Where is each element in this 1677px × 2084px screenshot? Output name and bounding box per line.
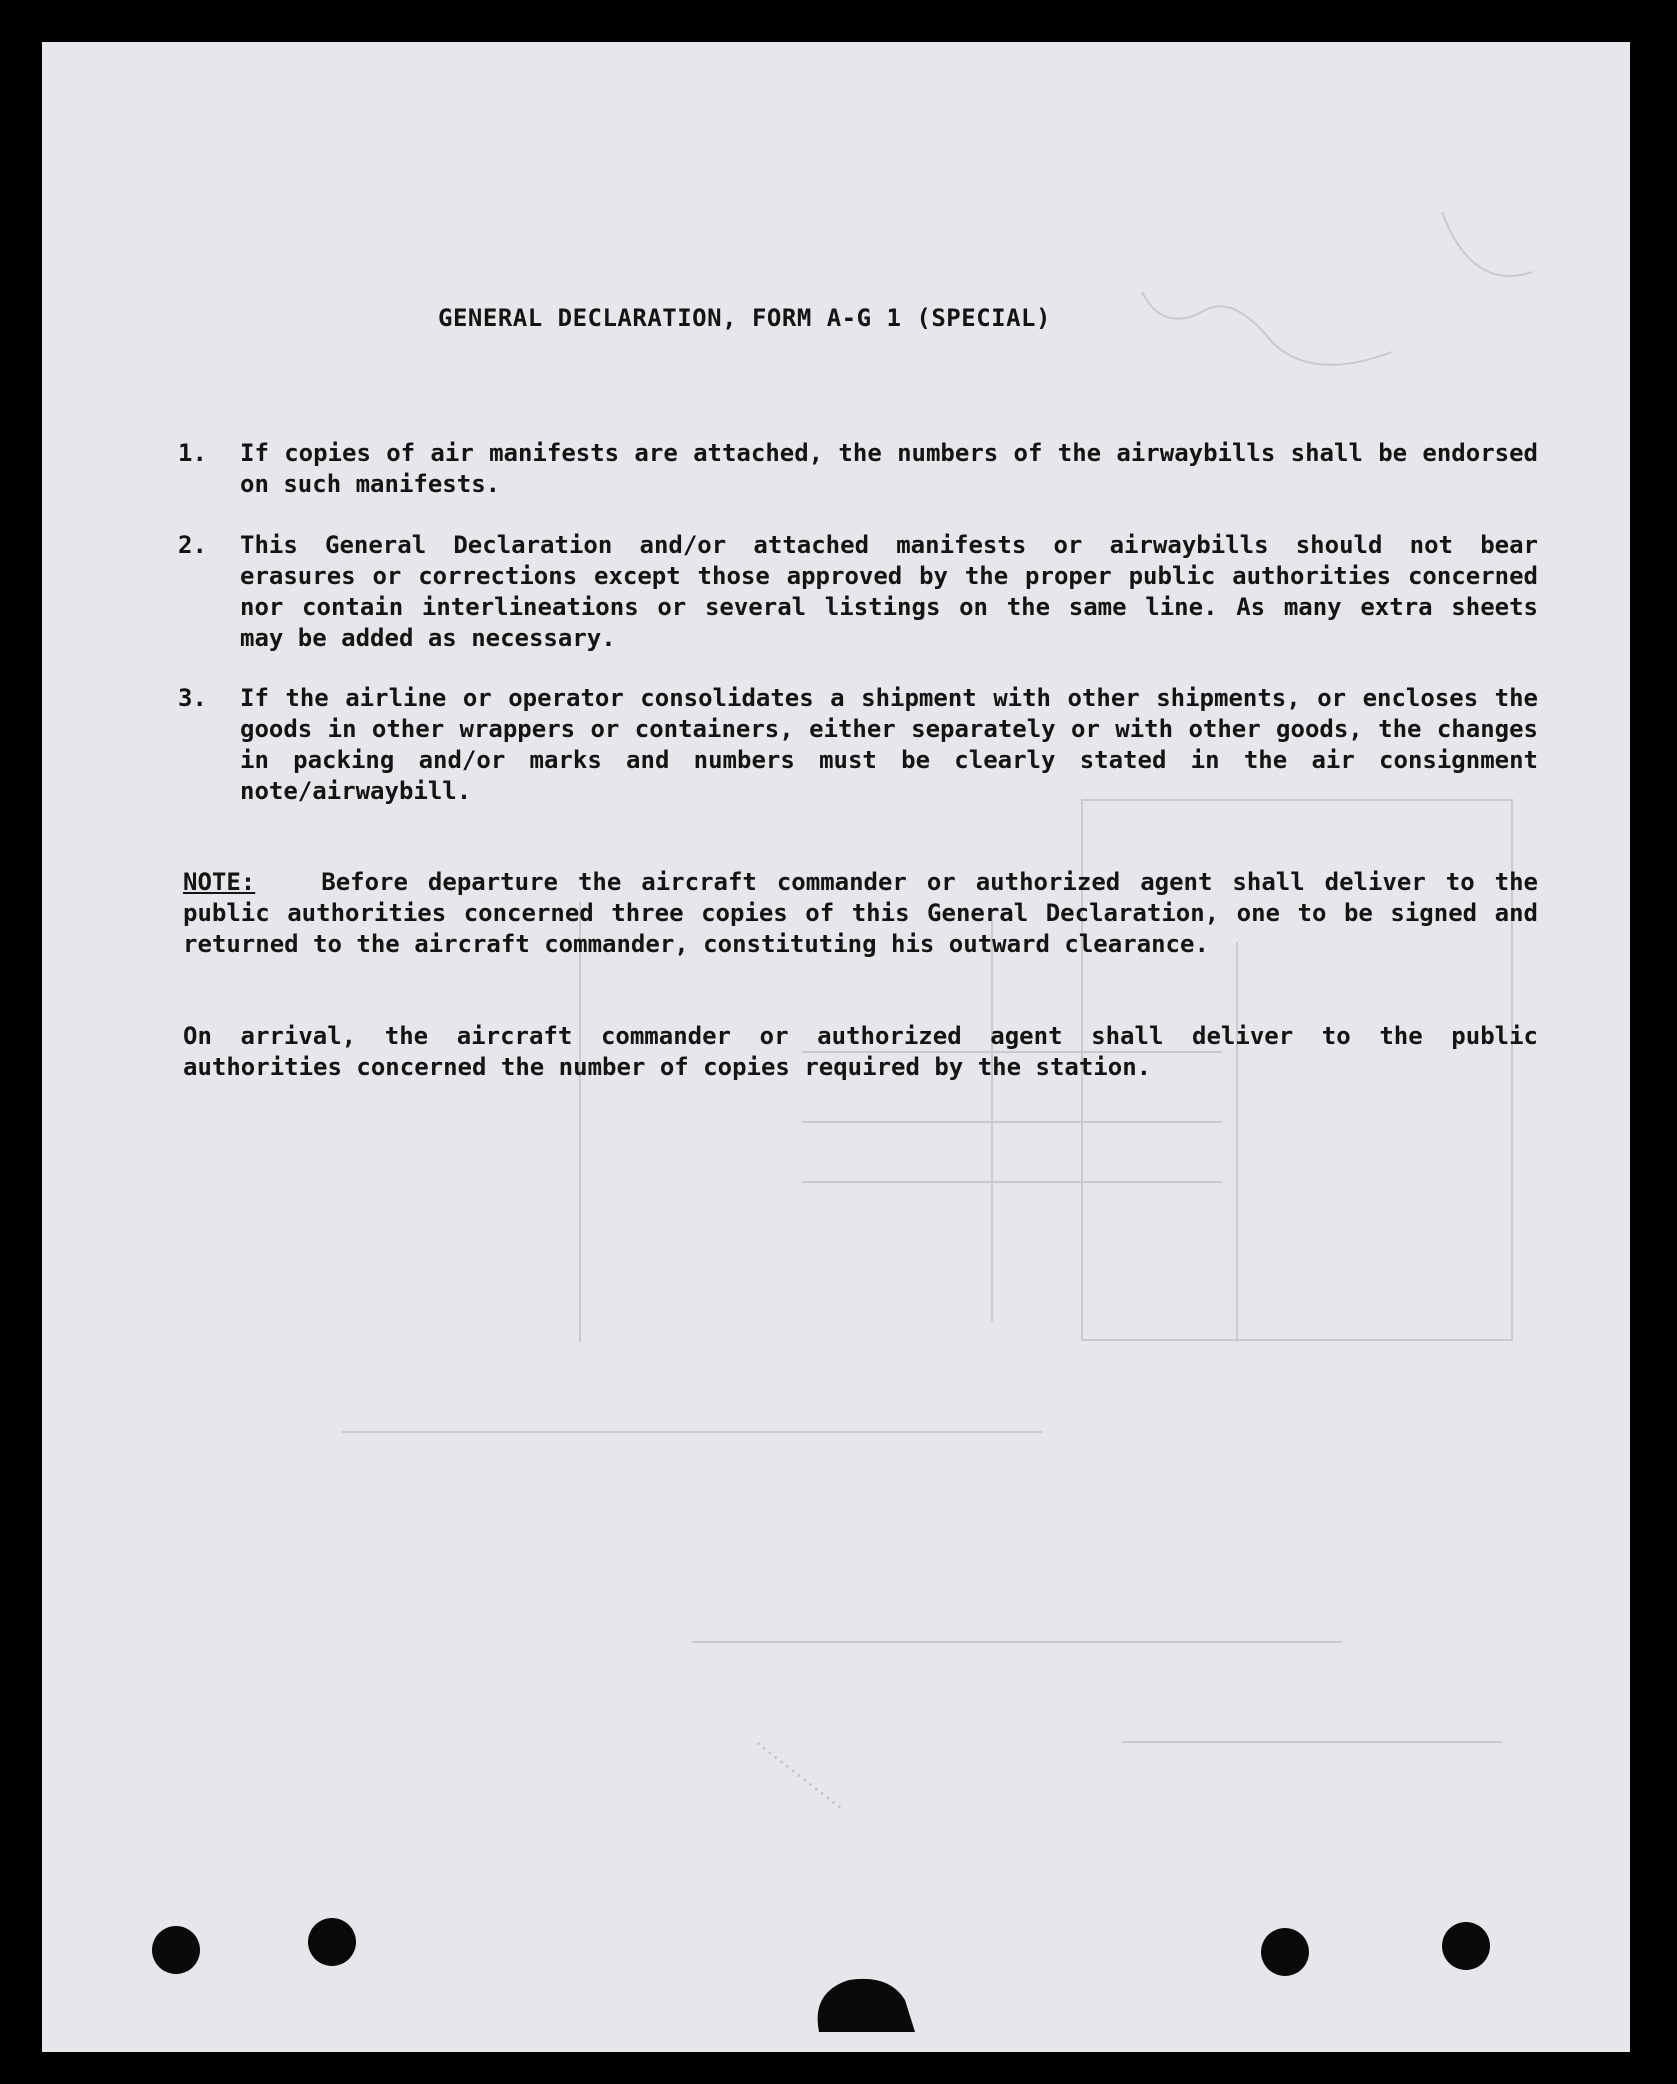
item-text: This General Declaration and/or attached manifests or airwaybills should not bear erasures or corrections except those approved by the proper public authorities concerned nor contain interlineations or several listings on the same line. As many extra sheets may be added as necessary. [240,531,1538,652]
instruction-item-1 [178,438,1538,500]
document-title: GENERAL DECLARATION, FORM A-G 1 (SPECIAL) [438,304,1051,332]
note-label: NOTE: [183,868,256,896]
item-number: 2. [178,531,207,559]
item-text: If copies of air manifests are attached, the numbers of the airwaybills shall be endorsed on such manifests. [240,439,1538,498]
item-number: 1. [178,439,207,467]
instruction-item-3 [178,683,1538,807]
item-text: If the airline or operator consolidates a shipment with other shipments, or encloses the goods in other wrappers or containers, either separately or with other goods, the changes in packing and/or marks and numbers must be clearly stated in the air consignment note/airwaybill. [240,684,1538,805]
document-body [42,42,1630,2052]
instruction-item-2 [178,530,1538,654]
item-number: 3. [178,684,207,712]
arrival-paragraph: On arrival, the aircraft commander or authorized agent shall deliver to the public authorities concerned the number of copies required by the station. [183,1022,1538,1081]
note-text: Before departure the aircraft commander or authorized agent shall deliver to the public authorities concerned three copies of this General Declaration, one to be signed and returned to the aircraft commander, constituting his outward clearance. [183,868,1538,958]
note-paragraph [183,867,1538,960]
document-page [42,42,1630,2052]
svg-text:⋯⋯⋯⋯⋯: ⋯⋯⋯⋯⋯ [747,1732,850,1820]
